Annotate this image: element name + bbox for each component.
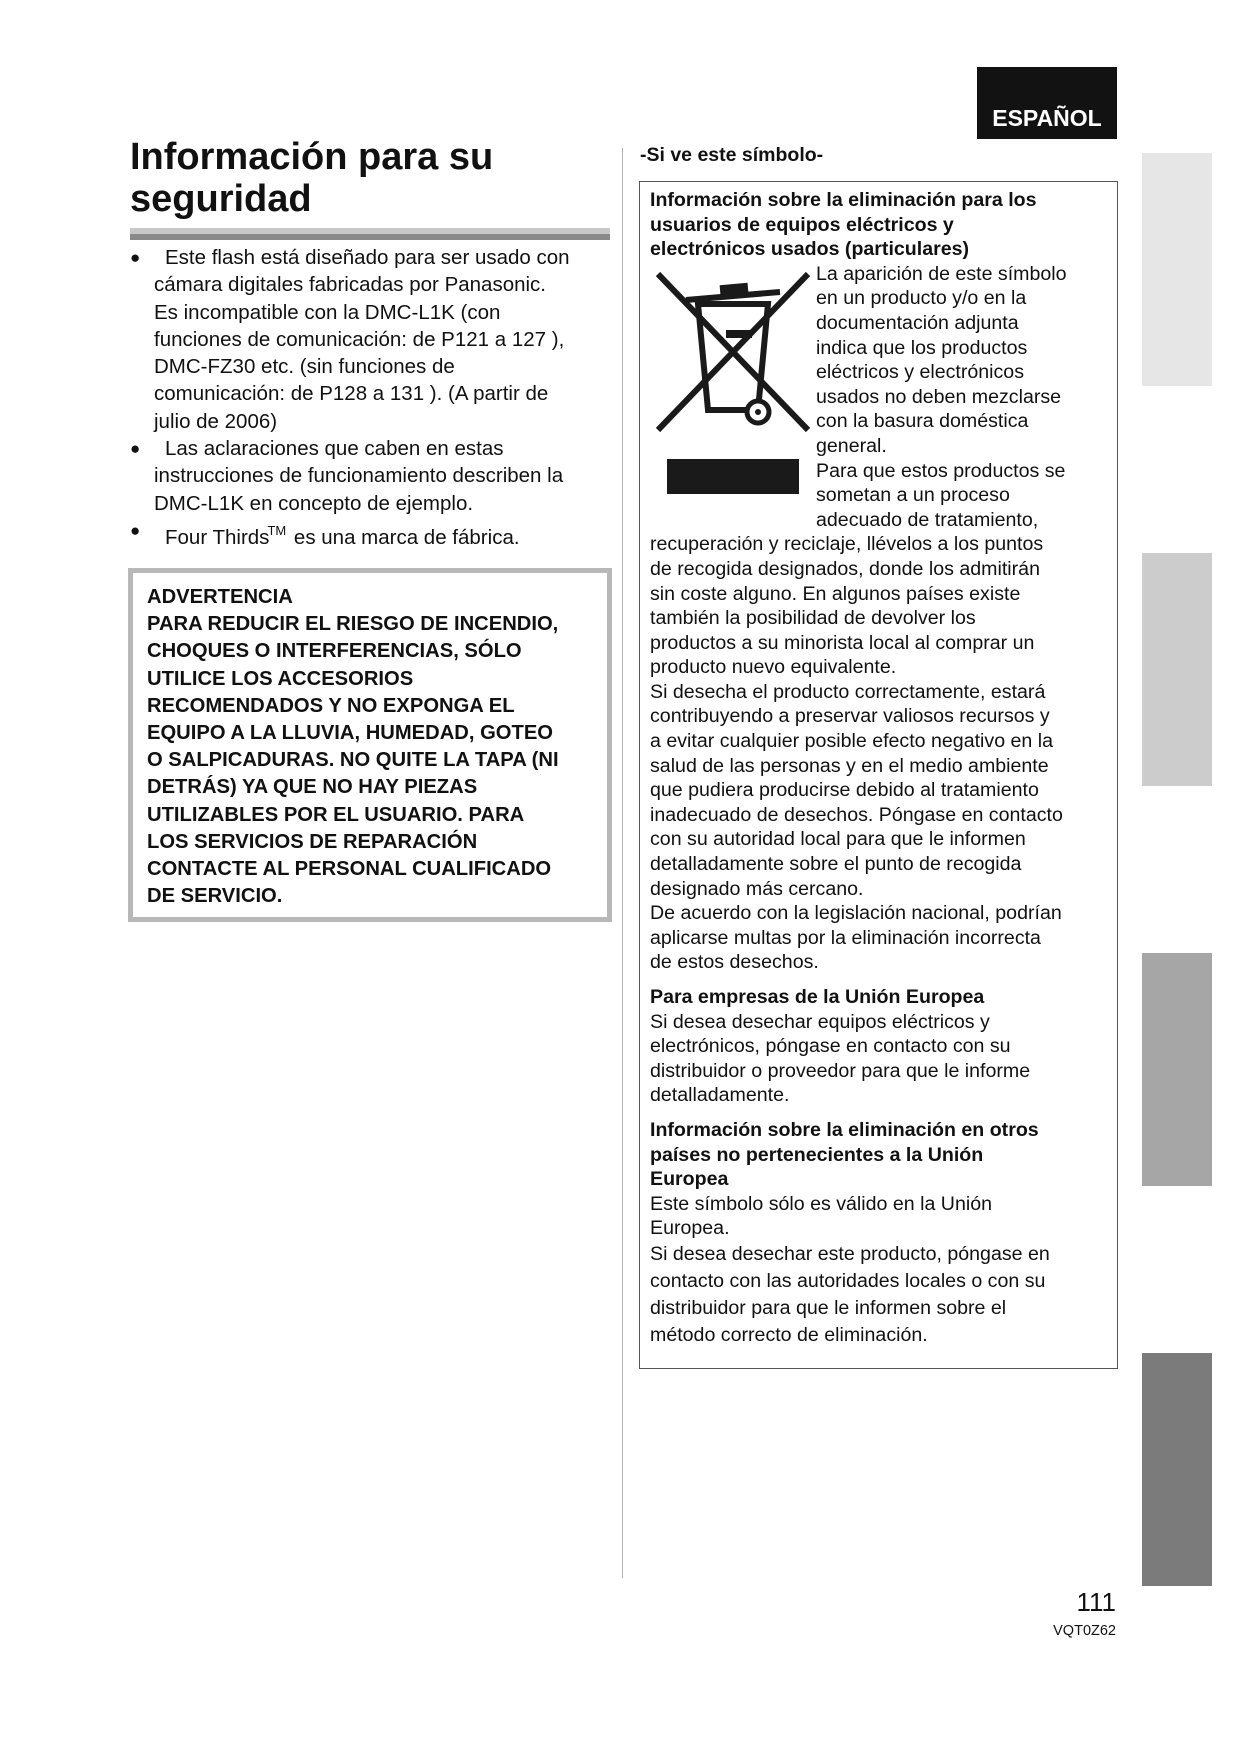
other-countries-paragraph-2 — [650, 1241, 1107, 1349]
trademark-mark: TM — [267, 522, 287, 538]
text-line: contacto con las autoridades locales o con su — [650, 1270, 1046, 1293]
warning-line: RECOMENDADOS Y NO EXPONGA EL — [147, 694, 515, 717]
warning-line: O SALPICADURAS. NO QUITE LA TAPA (NI — [147, 749, 559, 772]
bullet-dot-icon: ● — [130, 439, 141, 459]
warning-line: EQUIPO A LA LLUVIA, HUMEDAD, GOTEO — [147, 722, 553, 745]
language-badge: ESPAÑOL — [977, 67, 1117, 139]
box-heading-line: electrónicos usados (particulares) — [650, 238, 970, 261]
side-tab-4 — [1142, 1353, 1212, 1586]
black-bar — [667, 459, 799, 494]
text-line: distribuidor o proveedor para que le informe — [650, 1059, 1031, 1082]
text-line: detalladamente. — [650, 1084, 790, 1107]
heading-line: Información sobre la eliminación en otros — [650, 1118, 1039, 1141]
warning-line: UTILIZABLES POR EL USUARIO. PARA — [147, 803, 525, 826]
side-tab-2 — [1142, 553, 1212, 786]
column-divider — [622, 148, 623, 1578]
bullet-line: funciones de comunicación: de P121 a 127 ), — [154, 327, 565, 351]
text-line: Si desea desechar este producto, póngase en — [650, 1242, 1050, 1265]
bullet-line: julio de 2006) — [154, 409, 278, 433]
text-line: Si desecha el producto correctamente, estará — [650, 680, 1046, 703]
text-line: Si desea desechar equipos eléctricos y — [650, 1010, 990, 1033]
text-line: designado más cercano. — [650, 877, 864, 900]
text-line: con su autoridad local para que le informen — [650, 828, 1026, 851]
weee-symbol — [650, 262, 816, 520]
text-line: indica que los productos — [816, 336, 1028, 359]
text-line: usados no deben mezclarse — [816, 385, 1062, 408]
eu-heading: Para empresas de la Unión Europea — [650, 986, 985, 1008]
bullet-dot-icon: ● — [130, 248, 141, 267]
other-countries-paragraph — [650, 1192, 1107, 1241]
title-line: seguridad — [130, 178, 312, 220]
text-line: método correcto de eliminación. — [650, 1324, 928, 1347]
warning-line: PARA REDUCIR EL RIESGO DE INCENDIO, — [147, 613, 559, 636]
text-line: con la basura doméstica — [816, 410, 1029, 433]
text-line: también la posibilidad de devolver los — [650, 607, 976, 630]
bullet-line: Es incompatible con la DMC-L1K (con — [154, 300, 501, 324]
text-line: general. — [816, 434, 887, 457]
disposal-info-box — [639, 181, 1118, 1369]
text-line: aplicarse multas por la eliminación incorrecta — [650, 926, 1041, 949]
warning-line: CHOQUES O INTERFERENCIAS, SÓLO — [147, 640, 522, 663]
title-line: Información para su — [130, 136, 494, 178]
text-line: documentación adjunta — [816, 311, 1019, 334]
other-countries-heading — [650, 1118, 1107, 1192]
text-line: productos a su minorista local al comprar un — [650, 631, 1035, 654]
warning-line: CONTACTE AL PERSONAL CUALIFICADO — [147, 858, 552, 881]
document-code: VQT0Z62 — [1053, 1623, 1116, 1639]
warning-line: LOS SERVICIOS DE REPARACIÓN — [147, 830, 478, 853]
bin-wheel-hub — [755, 409, 761, 415]
text-line: electrónicos, póngase en contacto con su — [650, 1035, 1011, 1058]
warning-box — [128, 568, 612, 922]
text-line: contribuyendo a preservar valiosos recursos y — [650, 705, 1050, 728]
text-line: salud de las personas y en el medio ambiente — [650, 754, 1049, 777]
text-line: De acuerdo con la legislación nacional, podrían — [650, 902, 1062, 925]
bullet-list — [130, 244, 610, 551]
bullet-line: Las aclaraciones que caben en estas — [165, 437, 504, 461]
warning-line: DE SERVICIO. — [147, 885, 283, 908]
heading-line: Europea — [650, 1168, 729, 1191]
text-line: distribuidor para que le informen sobre el — [650, 1297, 1007, 1320]
bullet-line: Four Thirds — [165, 525, 270, 549]
text-line: sin coste alguno. En algunos países existe — [650, 582, 1021, 605]
warning-line: UTILICE LOS ACCESORIOS — [147, 667, 414, 690]
text-line: de recogida designados, donde los admitirán — [650, 557, 1040, 580]
text-line: Europea. — [650, 1217, 730, 1240]
text-line: recuperación y reciclaje, llévelos a los puntos — [650, 533, 1044, 556]
bin-body — [698, 304, 768, 410]
bullet-dot-icon: ● — [130, 520, 141, 540]
page-title — [130, 136, 610, 220]
crossed-bin-icon — [650, 262, 816, 520]
side-tab-3 — [1142, 953, 1212, 1186]
bullet-item — [130, 244, 610, 435]
text-line: que pudiera producirse debido al tratamiento — [650, 779, 1039, 802]
bullet-line: DMC-L1K en concepto de ejemplo. — [154, 491, 474, 515]
bullet-line: DMC-FZ30 etc. (sin funciones de — [154, 355, 455, 379]
bullet-line: Este flash está diseñado para ser usado con — [165, 246, 570, 269]
heading-line: países no pertenecientes a la Unión — [650, 1143, 984, 1166]
bullet-line: instrucciones de funcionamiento describen la — [154, 464, 564, 488]
box-heading — [650, 188, 1107, 262]
title-rule — [130, 228, 610, 240]
text-line: de estos desechos. — [650, 951, 819, 974]
symbol-heading: -Si ve este símbolo- — [640, 144, 824, 166]
warning-line: DETRÁS) YA QUE NO HAY PIEZAS — [147, 776, 478, 799]
text-line: eléctricos y electrónicos — [816, 361, 1024, 384]
bullet-item — [130, 517, 610, 551]
side-tab-1 — [1142, 153, 1212, 386]
text-line: adecuado de tratamiento, — [816, 508, 1039, 531]
text-line: sometan a un proceso — [816, 484, 1010, 507]
text-line: Para que estos productos se — [816, 459, 1066, 482]
text-line: La aparición de este símbolo — [816, 262, 1067, 285]
eu-paragraph — [650, 1010, 1107, 1108]
text-line: producto nuevo equivalente. — [650, 656, 897, 679]
text-line: detalladamente sobre el punto de recogida — [650, 853, 1022, 876]
text-line: a evitar cualquier posible efecto negativo en la — [650, 730, 1054, 753]
text-line: inadecuado de desechos. Póngase en contacto — [650, 803, 1063, 826]
text-line: Este símbolo sólo es válido en la Unión — [650, 1192, 992, 1215]
bullet-item — [130, 435, 610, 517]
box-heading-line: Información sobre la eliminación para los — [650, 189, 1037, 211]
page-number: 111 — [1076, 1587, 1116, 1617]
warning-heading: ADVERTENCIA — [147, 586, 293, 608]
box-heading-line: usuarios de equipos eléctricos y — [650, 213, 954, 236]
text-line: en un producto y/o en la — [816, 287, 1027, 310]
bullet-line: comunicación: de P128 a 131 ). (A partir de — [154, 382, 549, 406]
bullet-line: es una marca de fábrica. — [288, 525, 520, 549]
bullet-line: cámara digitales fabricadas por Panasonic. — [154, 273, 546, 297]
